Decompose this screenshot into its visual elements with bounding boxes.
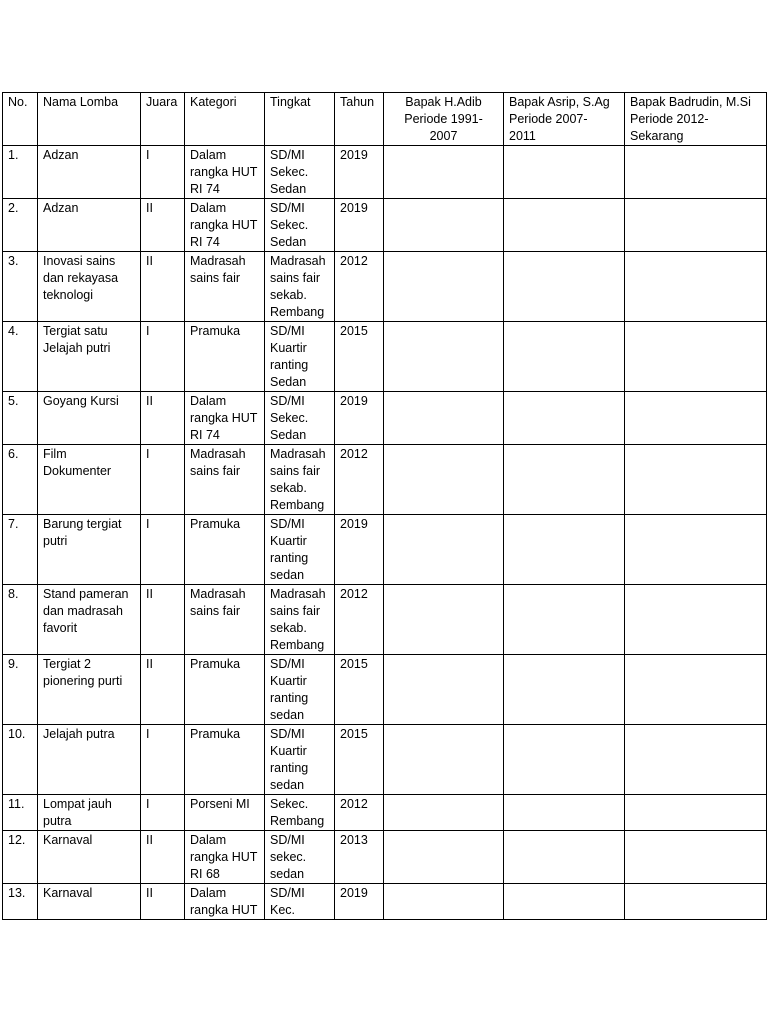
row-no: 6. [3, 445, 38, 515]
row-badrudin-cell [625, 655, 767, 725]
table-header-row [3, 93, 767, 146]
row-badrudin-cell [625, 445, 767, 515]
row-nama-lomba: Lompat jauh putra [38, 795, 141, 831]
table-row [3, 725, 767, 795]
row-badrudin-cell [625, 795, 767, 831]
competition-table [2, 92, 767, 920]
row-asrip-cell [504, 445, 625, 515]
row-asrip-cell [504, 795, 625, 831]
row-badrudin-cell [625, 252, 767, 322]
row-asrip-cell [504, 831, 625, 884]
row-badrudin-cell [625, 585, 767, 655]
row-no: 2. [3, 199, 38, 252]
row-kategori: Madrasah sains fair [185, 585, 265, 655]
row-adib-cell [384, 884, 504, 920]
row-tingkat: SD/MI Kuartir ranting sedan [265, 725, 335, 795]
row-asrip-cell [504, 199, 625, 252]
row-nama-lomba: Barung tergiat putri [38, 515, 141, 585]
row-no: 7. [3, 515, 38, 585]
table-row [3, 392, 767, 445]
header-tingkat: Tingkat [265, 93, 335, 146]
row-no: 11. [3, 795, 38, 831]
row-juara: I [141, 795, 185, 831]
row-tahun: 2015 [335, 655, 384, 725]
row-tahun: 2015 [335, 725, 384, 795]
row-badrudin-cell [625, 884, 767, 920]
row-nama-lomba: Film Dokumenter [38, 445, 141, 515]
row-tingkat: Sekec. Rembang [265, 795, 335, 831]
table-row [3, 655, 767, 725]
table-row [3, 884, 767, 920]
table-row [3, 585, 767, 655]
row-tahun: 2015 [335, 322, 384, 392]
row-tahun: 2012 [335, 445, 384, 515]
row-tingkat: SD/MI Kuartir ranting sedan [265, 655, 335, 725]
table-row [3, 146, 767, 199]
row-tingkat: Madrasah sains fair sekab. Rembang [265, 252, 335, 322]
row-tahun: 2019 [335, 515, 384, 585]
row-nama-lomba: Tergiat 2 pionering purti [38, 655, 141, 725]
row-tingkat: SD/MI Kuartir ranting Sedan [265, 322, 335, 392]
row-tahun: 2013 [335, 831, 384, 884]
row-no: 3. [3, 252, 38, 322]
row-kategori: Pramuka [185, 655, 265, 725]
row-kategori: Dalam rangka HUT [185, 884, 265, 920]
row-asrip-cell [504, 392, 625, 445]
header-adib: Bapak H.Adib Periode 1991- 2007 [384, 93, 504, 146]
row-nama-lomba: Karnaval [38, 831, 141, 884]
row-adib-cell [384, 322, 504, 392]
row-asrip-cell [504, 585, 625, 655]
header-badrudin: Bapak Badrudin, M.Si Periode 2012- Sekarang [625, 93, 767, 146]
row-kategori: Madrasah sains fair [185, 445, 265, 515]
row-adib-cell [384, 655, 504, 725]
row-adib-cell [384, 252, 504, 322]
table-row [3, 252, 767, 322]
row-badrudin-cell [625, 322, 767, 392]
header-nama-lomba: Nama Lomba [38, 93, 141, 146]
row-adib-cell [384, 725, 504, 795]
row-no: 4. [3, 322, 38, 392]
row-no: 12. [3, 831, 38, 884]
row-no: 13. [3, 884, 38, 920]
row-tingkat: SD/MI sekec. sedan [265, 831, 335, 884]
header-no: No. [3, 93, 38, 146]
row-nama-lomba: Stand pameran dan madrasah favorit [38, 585, 141, 655]
row-kategori: Dalam rangka HUT RI 68 [185, 831, 265, 884]
row-nama-lomba: Goyang Kursi [38, 392, 141, 445]
row-badrudin-cell [625, 392, 767, 445]
row-tahun: 2012 [335, 795, 384, 831]
row-nama-lomba: Tergiat satu Jelajah putri [38, 322, 141, 392]
row-adib-cell [384, 146, 504, 199]
row-asrip-cell [504, 655, 625, 725]
row-asrip-cell [504, 322, 625, 392]
row-kategori: Pramuka [185, 322, 265, 392]
table-row [3, 831, 767, 884]
table-row [3, 199, 767, 252]
table-row [3, 515, 767, 585]
row-nama-lomba: Adzan [38, 146, 141, 199]
row-adib-cell [384, 831, 504, 884]
row-juara: I [141, 445, 185, 515]
row-juara: II [141, 884, 185, 920]
row-juara: I [141, 725, 185, 795]
row-kategori: Pramuka [185, 515, 265, 585]
row-asrip-cell [504, 515, 625, 585]
row-kategori: Porseni MI [185, 795, 265, 831]
row-adib-cell [384, 795, 504, 831]
header-asrip: Bapak Asrip, S.Ag Periode 2007- 2011 [504, 93, 625, 146]
row-nama-lomba: Karnaval [38, 884, 141, 920]
row-tahun: 2012 [335, 585, 384, 655]
row-juara: I [141, 322, 185, 392]
row-adib-cell [384, 199, 504, 252]
row-badrudin-cell [625, 831, 767, 884]
table-row [3, 322, 767, 392]
header-tahun: Tahun [335, 93, 384, 146]
row-asrip-cell [504, 146, 625, 199]
row-adib-cell [384, 445, 504, 515]
row-juara: II [141, 585, 185, 655]
row-no: 10. [3, 725, 38, 795]
row-juara: II [141, 831, 185, 884]
row-tingkat: Madrasah sains fair sekab. Rembang [265, 585, 335, 655]
row-juara: I [141, 515, 185, 585]
row-badrudin-cell [625, 146, 767, 199]
row-kategori: Madrasah sains fair [185, 252, 265, 322]
row-tingkat: Madrasah sains fair sekab. Rembang [265, 445, 335, 515]
header-juara: Juara [141, 93, 185, 146]
row-asrip-cell [504, 884, 625, 920]
row-badrudin-cell [625, 725, 767, 795]
row-kategori: Dalam rangka HUT RI 74 [185, 199, 265, 252]
row-juara: II [141, 252, 185, 322]
row-kategori: Dalam rangka HUT RI 74 [185, 146, 265, 199]
row-juara: I [141, 146, 185, 199]
row-adib-cell [384, 515, 504, 585]
row-tingkat: SD/MI Kec. [265, 884, 335, 920]
row-adib-cell [384, 392, 504, 445]
row-kategori: Pramuka [185, 725, 265, 795]
row-asrip-cell [504, 725, 625, 795]
row-juara: II [141, 655, 185, 725]
row-badrudin-cell [625, 515, 767, 585]
row-no: 9. [3, 655, 38, 725]
row-juara: II [141, 199, 185, 252]
table-row [3, 445, 767, 515]
row-asrip-cell [504, 252, 625, 322]
row-no: 8. [3, 585, 38, 655]
header-kategori: Kategori [185, 93, 265, 146]
table-row [3, 795, 767, 831]
row-no: 5. [3, 392, 38, 445]
row-nama-lomba: Jelajah putra [38, 725, 141, 795]
row-badrudin-cell [625, 199, 767, 252]
row-tahun: 2019 [335, 884, 384, 920]
row-kategori: Dalam rangka HUT RI 74 [185, 392, 265, 445]
row-tingkat: SD/MI Kuartir ranting sedan [265, 515, 335, 585]
row-tahun: 2012 [335, 252, 384, 322]
row-juara: II [141, 392, 185, 445]
row-nama-lomba: Adzan [38, 199, 141, 252]
row-tahun: 2019 [335, 392, 384, 445]
row-tingkat: SD/MI Sekec. Sedan [265, 199, 335, 252]
row-adib-cell [384, 585, 504, 655]
row-tingkat: SD/MI Sekec. Sedan [265, 392, 335, 445]
row-nama-lomba: Inovasi sains dan rekayasa teknologi [38, 252, 141, 322]
row-tahun: 2019 [335, 146, 384, 199]
row-tingkat: SD/MI Sekec. Sedan [265, 146, 335, 199]
row-no: 1. [3, 146, 38, 199]
row-tahun: 2019 [335, 199, 384, 252]
